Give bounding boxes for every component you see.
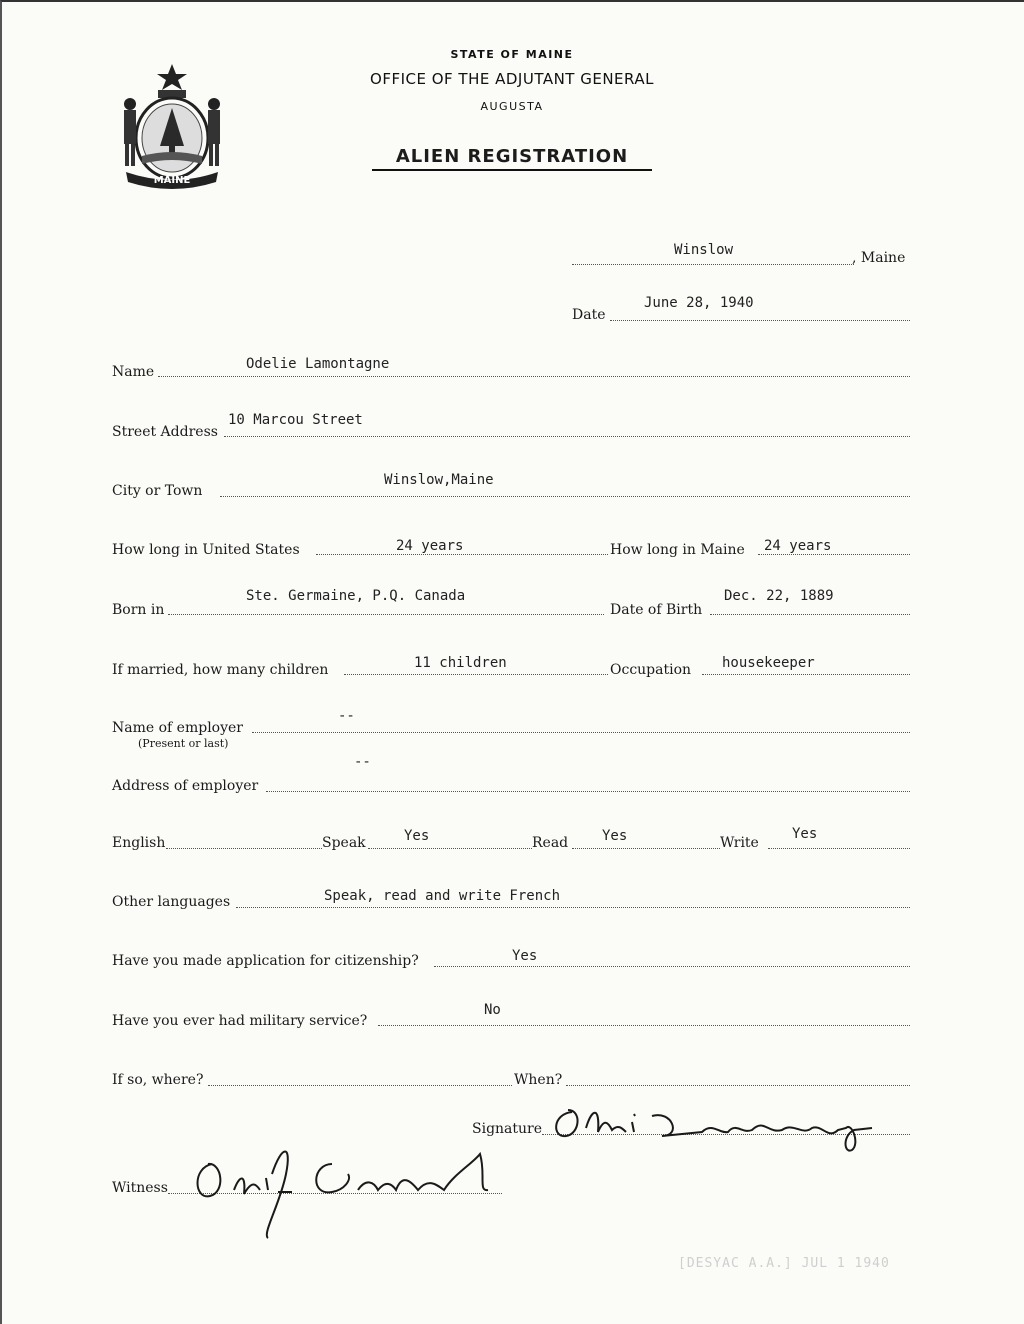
children-label: If married, how many children [112,662,329,678]
place-line [572,264,854,265]
place-suffix: , Maine [852,250,906,266]
children-value: 11 children [414,655,507,671]
city-heading: AUGUSTA [480,100,544,113]
applicant-signature [542,1088,892,1158]
read-line [572,848,720,849]
dob-label: Date of Birth [610,602,703,618]
maine-line [758,554,910,555]
date-value: June 28, 1940 [644,295,754,311]
other-languages-value: Speak, read and write French [324,888,561,904]
city-label: City or Town [112,483,203,499]
place-value: Winslow [674,242,734,258]
other-languages-line [236,907,910,908]
write-value: Yes [792,826,818,842]
occupation-label: Occupation [610,662,692,678]
street-value: 10 Marcou Street [228,412,363,428]
us-label: How long in United States [112,542,300,558]
citizenship-value: Yes [512,948,538,964]
read-label: Read [532,835,569,851]
state-seal-icon [112,60,232,190]
signature-label: Signature [472,1121,543,1137]
us-value: 24 years [396,538,464,554]
us-line [316,554,608,555]
employer-line [252,732,910,733]
where-label: If so, where? [112,1072,204,1088]
citizenship-line [434,966,910,967]
witness-label: Witness [112,1180,168,1196]
speak-label: Speak [322,835,366,851]
name-line [158,376,910,377]
when-line [566,1085,910,1086]
other-languages-label: Other languages [112,894,231,910]
dob-value: Dec. 22, 1889 [724,588,834,604]
employer-label: Name of employer [112,720,243,736]
english-line [166,848,322,849]
write-line [768,848,910,849]
name-label: Name [112,364,155,380]
city-line [220,496,910,497]
street-label: Street Address [112,424,218,440]
speak-value: Yes [404,828,430,844]
born-label: Born in [112,602,165,618]
seal-banner-text: MAINE [153,175,191,186]
speak-line [368,848,532,849]
maine-label: How long in Maine [610,542,745,558]
date-line [610,320,910,321]
english-label: English [112,835,166,851]
office-heading: OFFICE OF THE ADJUTANT GENERAL [370,70,654,88]
employer-value: -- [338,708,355,724]
military-label: Have you ever had military service? [112,1013,368,1029]
children-line [344,674,608,675]
read-value: Yes [602,828,628,844]
dob-line [710,614,910,615]
employer-address-line [266,791,910,792]
witness-signature [182,1134,502,1244]
born-value: Ste. Germaine, P.Q. Canada [246,588,466,604]
name-value: Odelie Lamontagne [246,356,390,372]
write-label: Write [720,835,759,851]
maine-value: 24 years [764,538,832,554]
occupation-value: housekeeper [722,655,815,671]
born-line [168,614,604,615]
employer-sub-label: (Present or last) [138,737,229,750]
when-label: When? [514,1072,563,1088]
military-value: No [484,1002,501,1018]
form-title: ALIEN REGISTRATION [372,146,652,171]
where-line [208,1085,512,1086]
employer-address-label: Address of employer [112,778,259,794]
military-line [378,1025,910,1026]
state-heading: STATE OF MAINE [450,48,574,61]
city-value: Winslow,Maine [384,472,494,488]
citizenship-label: Have you made application for citizenship? [112,953,419,969]
street-line [224,436,910,437]
occupation-line [702,674,910,675]
date-label: Date [572,307,606,323]
received-stamp: [DESYAC A.A.] JUL 1 1940 [678,1256,890,1271]
employer-address-value: -- [354,754,371,770]
